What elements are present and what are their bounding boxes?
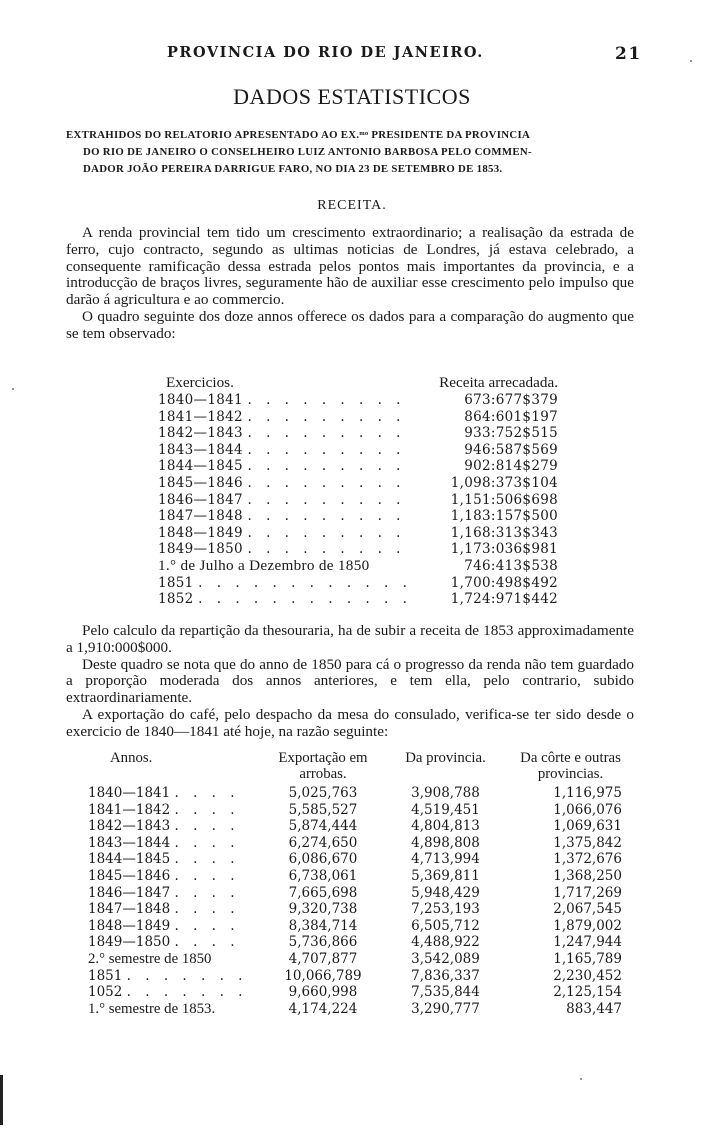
period-cell bbox=[158, 475, 430, 492]
leader-dots: . . . . bbox=[174, 851, 240, 868]
receita-value: 1,098:373$104 bbox=[450, 474, 558, 491]
period-cell bbox=[158, 575, 430, 592]
receita-value: 902:814$279 bbox=[464, 458, 558, 475]
intro-paragraphs bbox=[66, 225, 634, 343]
year-label: 1842—1843 bbox=[88, 818, 171, 835]
corte-value: 1,116,975 bbox=[553, 785, 622, 801]
table-row bbox=[158, 409, 558, 426]
cafe-export-table bbox=[88, 750, 638, 1017]
year-cell bbox=[88, 901, 258, 918]
corte-value: 2,067,545 bbox=[553, 901, 622, 918]
table-row bbox=[158, 442, 558, 459]
paragraph: A exportação do café, pelo despacho da mesa do consulado, verifica-se ter sido desde o exercicio de 1840—1841 até hoje, na razão seguinte: bbox=[66, 705, 634, 740]
year-cell bbox=[88, 968, 258, 985]
table-row bbox=[88, 918, 638, 935]
table-row bbox=[158, 425, 558, 442]
table-header-row bbox=[158, 374, 558, 392]
table-row bbox=[158, 458, 558, 475]
period-cell bbox=[158, 425, 430, 442]
receita-value: 1,183:157$500 bbox=[450, 508, 558, 525]
leader-dots: . . . . . . . . . bbox=[247, 425, 406, 442]
year-cell bbox=[88, 918, 258, 935]
table-row bbox=[88, 934, 638, 951]
table-row bbox=[88, 802, 638, 819]
period-cell bbox=[158, 392, 430, 409]
table-row bbox=[158, 591, 558, 608]
period-label: 1851 bbox=[158, 574, 194, 591]
leader-dots: . . . . . . . . . . . . bbox=[198, 574, 412, 591]
leader-dots: . . . . bbox=[174, 901, 240, 918]
total-export-value: 7,665,698 bbox=[288, 884, 358, 901]
provincia-value: 3,542,089 bbox=[411, 950, 480, 967]
provincia-value: 4,488,922 bbox=[411, 934, 480, 951]
leader-dots: . . . . . . . . . bbox=[247, 408, 406, 425]
leader-dots: . . . . bbox=[174, 884, 240, 901]
leader-dots: . . . . . . . . . bbox=[247, 491, 406, 508]
period-label: 1849—1850 bbox=[158, 541, 243, 558]
year-cell bbox=[88, 934, 258, 951]
paragraph: Pelo calculo da repartição da thesouraria, ha de subir a receita de 1853 approximadamente a 1,910:000$000. bbox=[66, 622, 634, 656]
receita-value: 864:601$197 bbox=[464, 408, 558, 425]
receita-value: 1,700:498$492 bbox=[450, 574, 558, 591]
table-row bbox=[88, 868, 638, 885]
leader-dots: . . . . . . . . . bbox=[247, 474, 406, 491]
scan-speck bbox=[690, 60, 692, 62]
total-export-value: 9,320,738 bbox=[288, 901, 358, 918]
receita-table bbox=[158, 374, 558, 608]
document-title: DADOS ESTATISTICOS bbox=[233, 84, 471, 109]
period-cell bbox=[158, 525, 430, 542]
provincia-value: 4,519,451 bbox=[411, 801, 480, 818]
corte-value: 1,879,002 bbox=[553, 917, 622, 934]
table-row bbox=[88, 851, 638, 868]
column-header: Exportação em arrobas. bbox=[278, 750, 368, 782]
leader-dots: . . . . . . . . . bbox=[247, 458, 406, 475]
leader-dots: . . . . . . . . . bbox=[247, 508, 406, 525]
provincia-value: 3,290,777 bbox=[411, 1000, 480, 1017]
year-cell bbox=[88, 1001, 258, 1018]
period-cell bbox=[158, 541, 430, 558]
period-cell bbox=[158, 442, 430, 459]
corte-value: 2,230,452 bbox=[553, 967, 622, 984]
period-cell bbox=[158, 492, 430, 509]
leader-dots: . . . . bbox=[174, 917, 240, 934]
provincia-value: 5,948,429 bbox=[411, 884, 480, 901]
total-export-value: 4,707,877 bbox=[288, 950, 358, 967]
table-row bbox=[158, 492, 558, 509]
period-label: 1841—1842 bbox=[158, 408, 243, 425]
corte-value: 1,717,269 bbox=[553, 884, 622, 901]
leader-dots: . . . . bbox=[174, 934, 240, 951]
table-row bbox=[88, 968, 638, 985]
total-export-value: 9,660,998 bbox=[288, 984, 358, 1001]
section-heading: RECEITA. bbox=[317, 198, 387, 213]
year-label: 1843—1844 bbox=[88, 834, 171, 851]
total-export-value: 5,874,444 bbox=[288, 818, 358, 835]
year-label: 1844—1845 bbox=[88, 851, 171, 868]
year-cell bbox=[88, 851, 258, 868]
table-row bbox=[158, 558, 558, 575]
corte-value: 1,372,676 bbox=[553, 851, 622, 868]
year-label: 1052 bbox=[88, 984, 123, 1001]
corte-value: 1,165,789 bbox=[553, 950, 622, 967]
leader-dots: . . . . . . . bbox=[126, 984, 248, 1001]
provincia-value: 5,369,811 bbox=[411, 867, 480, 884]
middle-paragraphs bbox=[66, 623, 634, 741]
table-row bbox=[158, 392, 558, 409]
column-header: Da côrte e outras provincias. bbox=[520, 750, 621, 782]
scan-speck bbox=[580, 1078, 582, 1080]
subtitle-line: DO RIO DE JANEIRO O CONSELHEIRO LUIZ ANTONIO BARBOSA PELO COMMEN- bbox=[83, 146, 532, 158]
leader-dots: . . . . . . . . . bbox=[247, 392, 406, 408]
year-label: 1847—1848 bbox=[88, 901, 171, 918]
leader-dots: . . . . . . . . . bbox=[247, 524, 406, 541]
total-export-value: 6,274,650 bbox=[288, 834, 358, 851]
subtitle-line: EXTRAHIDOS DO RELATORIO APRESENTADO AO EX.ᵐᵒ PRESIDENTE DA PROVINCIA bbox=[66, 129, 531, 141]
period-cell bbox=[158, 591, 430, 608]
receita-value: 1,168:313$343 bbox=[450, 524, 558, 541]
year-label: 1851 bbox=[88, 967, 123, 984]
provincia-value: 4,804,813 bbox=[411, 818, 480, 835]
year-label: 1.° semestre de 1853. bbox=[88, 1000, 216, 1017]
period-label: 1.° de Julho a Dezembro de 1850 bbox=[158, 556, 370, 574]
column-header: Da provincia. bbox=[405, 750, 486, 766]
leader-dots: . . . . . . . . . . . . bbox=[198, 591, 412, 608]
table-row bbox=[158, 475, 558, 492]
column-header: Receita arrecadada. bbox=[439, 374, 558, 391]
year-label: 1848—1849 bbox=[88, 917, 171, 934]
period-label: 1842—1843 bbox=[158, 425, 243, 442]
scan-edge-mark bbox=[0, 1075, 3, 1125]
corte-value: 2,125,154 bbox=[553, 984, 622, 1001]
table-row bbox=[88, 835, 638, 852]
table-row bbox=[88, 984, 638, 1001]
period-label: 1844—1845 bbox=[158, 458, 243, 475]
corte-value: 1,375,842 bbox=[553, 834, 622, 851]
period-label: 1845—1846 bbox=[158, 474, 243, 491]
period-cell bbox=[158, 458, 430, 475]
document-subtitle bbox=[66, 127, 634, 178]
receita-value: 946:587$569 bbox=[464, 441, 558, 458]
column-header: Annos. bbox=[110, 750, 153, 766]
year-cell bbox=[88, 818, 258, 835]
period-label: 1848—1849 bbox=[158, 524, 243, 541]
table-header-row bbox=[88, 750, 638, 785]
running-title: PROVINCIA DO RIO DE JANEIRO. bbox=[167, 44, 484, 61]
year-label: 1841—1842 bbox=[88, 801, 171, 818]
year-label: 1849—1850 bbox=[88, 934, 171, 951]
year-cell bbox=[88, 802, 258, 819]
leader-dots: . . . . bbox=[174, 867, 240, 884]
receita-value: 746:413$538 bbox=[464, 557, 558, 574]
total-export-value: 10,066,789 bbox=[284, 967, 362, 984]
receita-value: 1,151:506$698 bbox=[450, 491, 558, 508]
total-export-value: 6,738,061 bbox=[288, 867, 358, 884]
provincia-value: 3,908,788 bbox=[411, 785, 480, 801]
year-cell bbox=[88, 785, 258, 802]
total-export-value: 5,736,866 bbox=[288, 934, 358, 951]
leader-dots: . . . . . . . . . bbox=[247, 441, 406, 458]
period-label: 1843—1844 bbox=[158, 441, 243, 458]
receita-value: 1,724:971$442 bbox=[450, 591, 558, 608]
year-label: 2.° semestre de 1850 bbox=[88, 950, 212, 967]
year-cell bbox=[88, 885, 258, 902]
table-row bbox=[88, 818, 638, 835]
provincia-value: 4,713,994 bbox=[411, 851, 480, 868]
subtitle-line: DADOR JOÃO PEREIRA DARRIGUE FARO, NO DIA 23 DE SETEMBRO DE 1853. bbox=[83, 163, 503, 175]
table-row bbox=[158, 541, 558, 558]
paragraph: A renda provincial tem tido um crescimento extraordinario; a realisação da estrada de ferro, cujo contracto, segundo as ultimas noticias de Londres, já estava celebrado, a consequente ramificação dessa estrada pelos pontos mais importantes da provincia, e a introducção de braços livres, seguramente hão de auxiliar esse crescimento pelo impulso que darão á agricultura e ao commercio. bbox=[66, 224, 634, 309]
receita-value: 1,173:036$981 bbox=[450, 541, 558, 558]
page-number: 21 bbox=[615, 44, 642, 64]
receita-value: 673:677$379 bbox=[464, 392, 558, 408]
corte-value: 1,069,631 bbox=[553, 818, 622, 835]
leader-dots: . . . . bbox=[174, 801, 240, 818]
period-label: 1847—1848 bbox=[158, 508, 243, 525]
year-label: 1845—1846 bbox=[88, 867, 171, 884]
corte-value: 1,247,944 bbox=[553, 934, 622, 951]
period-cell bbox=[158, 409, 430, 426]
total-export-value: 4,174,224 bbox=[288, 1000, 358, 1017]
year-label: 1840—1841 bbox=[88, 785, 171, 801]
leader-dots: . . . . bbox=[174, 834, 240, 851]
table-row bbox=[88, 901, 638, 918]
table-row bbox=[88, 1001, 638, 1018]
receita-value: 933:752$515 bbox=[464, 425, 558, 442]
year-cell bbox=[88, 835, 258, 852]
paragraph: Deste quadro se nota que do anno de 1850 para cá o progresso da renda não tem guardado a proporção moderada dos annos anteriores, e tem ella, pelo contrario, subido extraordinariamente. bbox=[66, 655, 634, 707]
year-label: 1846—1847 bbox=[88, 884, 171, 901]
period-label: 1840—1841 bbox=[158, 392, 243, 408]
table-row bbox=[88, 785, 638, 802]
total-export-value: 5,025,763 bbox=[288, 785, 358, 801]
total-export-value: 8,384,714 bbox=[288, 917, 358, 934]
period-cell bbox=[158, 558, 430, 575]
year-cell bbox=[88, 984, 258, 1001]
table-row bbox=[158, 575, 558, 592]
table-row bbox=[88, 885, 638, 902]
table-row bbox=[158, 525, 558, 542]
leader-dots: . . . . bbox=[174, 785, 240, 801]
total-export-value: 6,086,670 bbox=[288, 851, 358, 868]
corte-value: 1,066,076 bbox=[553, 801, 622, 818]
corte-value: 1,368,250 bbox=[553, 867, 622, 884]
leader-dots: . . . . . . . bbox=[126, 967, 248, 984]
column-header: Exercicios. bbox=[166, 374, 234, 391]
total-export-value: 5,585,527 bbox=[288, 801, 358, 818]
provincia-value: 7,253,193 bbox=[411, 901, 480, 918]
corte-value: 883,447 bbox=[566, 1000, 622, 1017]
period-label: 1846—1847 bbox=[158, 491, 243, 508]
leader-dots: . . . . bbox=[174, 818, 240, 835]
provincia-value: 6,505,712 bbox=[411, 917, 480, 934]
provincia-value: 4,898,808 bbox=[411, 834, 480, 851]
year-cell bbox=[88, 951, 258, 968]
table-row bbox=[88, 951, 638, 968]
period-label: 1852 bbox=[158, 591, 194, 608]
period-cell bbox=[158, 508, 430, 525]
provincia-value: 7,836,337 bbox=[411, 967, 480, 984]
table-row bbox=[158, 508, 558, 525]
scan-speck bbox=[12, 388, 14, 390]
provincia-value: 7,535,844 bbox=[411, 984, 480, 1001]
paragraph: O quadro seguinte dos doze annos offerece os dados para a comparação do augmento que se tem observado: bbox=[66, 307, 634, 342]
year-cell bbox=[88, 868, 258, 885]
leader-dots: . . . . . . . . . bbox=[247, 541, 406, 558]
